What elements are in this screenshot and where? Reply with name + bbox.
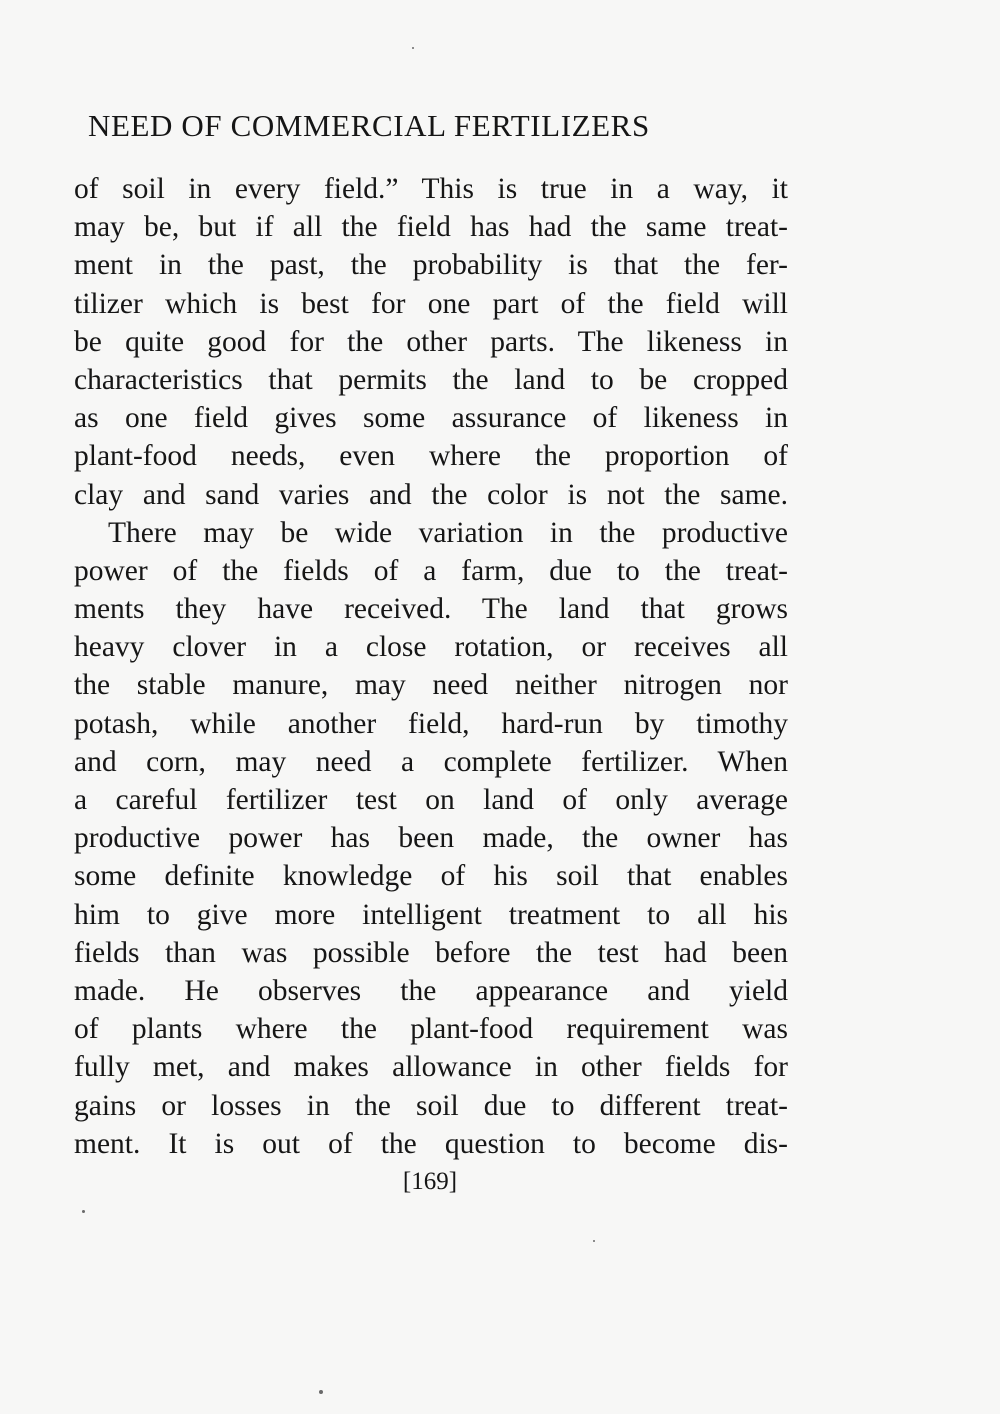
text-line: ments they have received. The land that grows [74,593,788,626]
text-line: him to give more intelligent treatment to all his [74,898,788,931]
text-line: a careful fertilizer test on land of only average [74,784,788,816]
scan-speck [319,1390,323,1394]
text-line: clay and sand varies and the color is not the same. [74,478,788,511]
text-line: gains or losses in the soil due to different treat- [74,1089,788,1122]
text-line: power of the fields of a farm, due to the treat- [74,554,788,587]
scan-speck [593,1240,595,1242]
body-text [74,170,788,1163]
text-line: productive power has been made, the owner has [74,822,788,855]
text-line: of plants where the plant-food requirement was [74,1013,788,1046]
text-line: ment in the past, the probability is that the fer- [74,249,788,282]
scan-speck [412,47,414,49]
text-line: fields than was possible before the test had been [74,936,788,969]
text-line: the stable manure, may need neither nitrogen nor [74,669,788,702]
text-line: made. He observes the appearance and yield [74,974,788,1007]
paragraph [74,170,788,514]
paragraph [74,514,788,1163]
text-line: potash, while another field, hard-run by timothy [74,707,788,740]
text-line: as one field gives some assurance of likeness in [74,402,788,435]
text-line: fully met, and makes allowance in other fields for [74,1051,788,1084]
text-line: be quite good for the other parts. The likeness in [74,325,788,358]
running-head: NEED OF COMMERCIAL FERTILIZERS [88,108,650,143]
page-number: [169] [402,1168,458,1195]
text-line: There may be wide variation in the productive [108,516,788,549]
text-line: and corn, may need a complete fertilizer. When [74,745,788,778]
text-line: heavy clover in a close rotation, or receives all [74,631,788,664]
text-line: plant-food needs, even where the proportion of [74,440,788,473]
text-line: some definite knowledge of his soil that enables [74,860,788,893]
text-line: tilizer which is best for one part of the field will [74,287,788,320]
scan-speck [82,1210,85,1213]
text-line: of soil in every field.” This is true in a way, it [74,173,788,205]
text-line: ment. It is out of the question to become dis- [74,1127,788,1160]
text-line: may be, but if all the field has had the same treat- [74,211,788,244]
text-line: characteristics that permits the land to be cropped [74,363,788,396]
